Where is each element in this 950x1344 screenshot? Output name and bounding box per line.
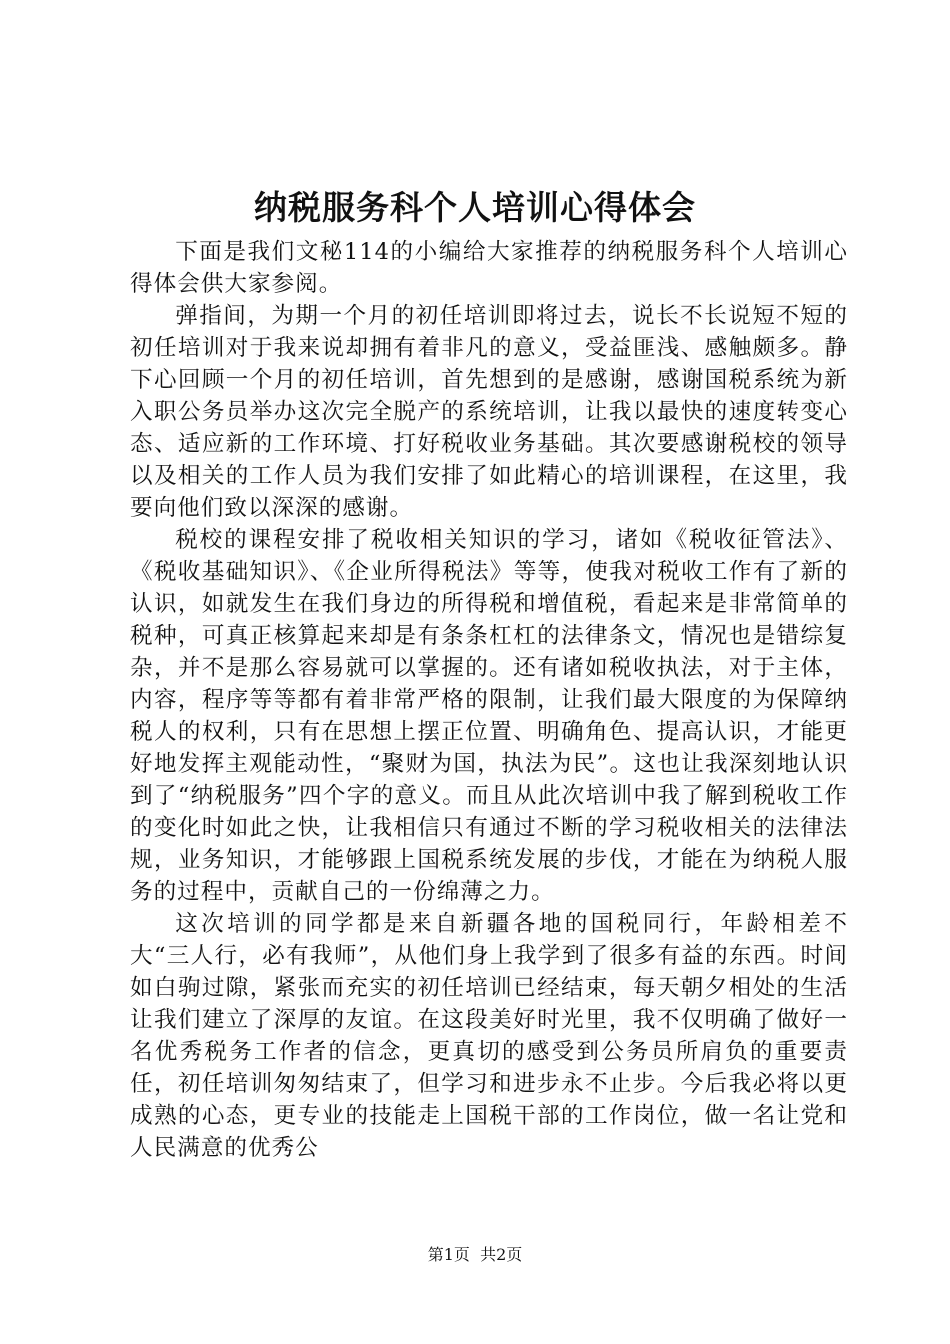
document-body [130,236,848,1164]
paragraph-intro: 下面是我们文秘114的小编给大家推荐的纳税服务科个人培训心得体会供大家参阅。 [130,239,848,297]
paragraph-1: 弹指间，为期一个月的初任培训即将过去，说长不长说短不短的初任培训对于我来说却拥有着非凡的意义，受益匪浅、感触颇多。静下心回顾一个月的初任培训，首先想到的是感谢，感谢国税系统为新入职公务员举办这次完全脱产的系统培训，让我以最快的速度转变心态、适应新的工作环境、打好税收业务基础。其次要感谢税校的领导以及相关的工作人员为我们安排了如此精心的培训课程，在这里，我要向他们致以深深的感谢。 [130,303,848,521]
page-footer: 第1页 共2页 [427,1245,523,1264]
paragraph-3: 这次培训的同学都是来自新疆各地的国税同行，年龄相差不大“三人行，必有我师”，从他们身上我学到了很多有益的东西。时间如白驹过隙，紧张而充实的初任培训已经结束，每天朝夕相处的生活让我们建立了深厚的友谊。在这段美好时光里，我不仅明确了做好一名优秀税务工作者的信念，更真切的感受到公务员所肩负的重要责任，初任培训匆匆结束了，但学习和进步永不止步。今后我必将以更成熟的心态，更专业的技能走上国税干部的工作岗位，做一名让党和人民满意的优秀公 [130,911,848,1161]
paragraph-2: 税校的课程安排了税收相关知识的学习，诸如《税收征管法》、《税收基础知识》、《企业所得税法》等等，使我对税收工作有了新的认识，如就发生在我们身边的所得税和增值税，看起来是非常简单的税种，可真正核算起来却是有条条杠杠的法律条文，情况也是错综复杂，并不是那么容易就可以掌握的。还有诸如税收执法，对于主体，内容，程序等等都有着非常严格的限制，让我们最大限度的为保障纳税人的权利，只有在思想上摆正位置、明确角色、提高认识，才能更好地发挥主观能动性，“聚财为国，执法为民”。这也让我深刻地认识到了“纳税服务”四个字的意义。而且从此次培训中我了解到税收工作的变化时如此之快，让我相信只有通过不断的学习税收相关的法律法规，业务知识，才能够跟上国税系统发展的步伐，才能在为纳税人服务的过程中，贡献自己的一份绵薄之力。 [130,527,848,905]
document-title: 纳税服务科个人培训心得体会 [254,188,696,227]
